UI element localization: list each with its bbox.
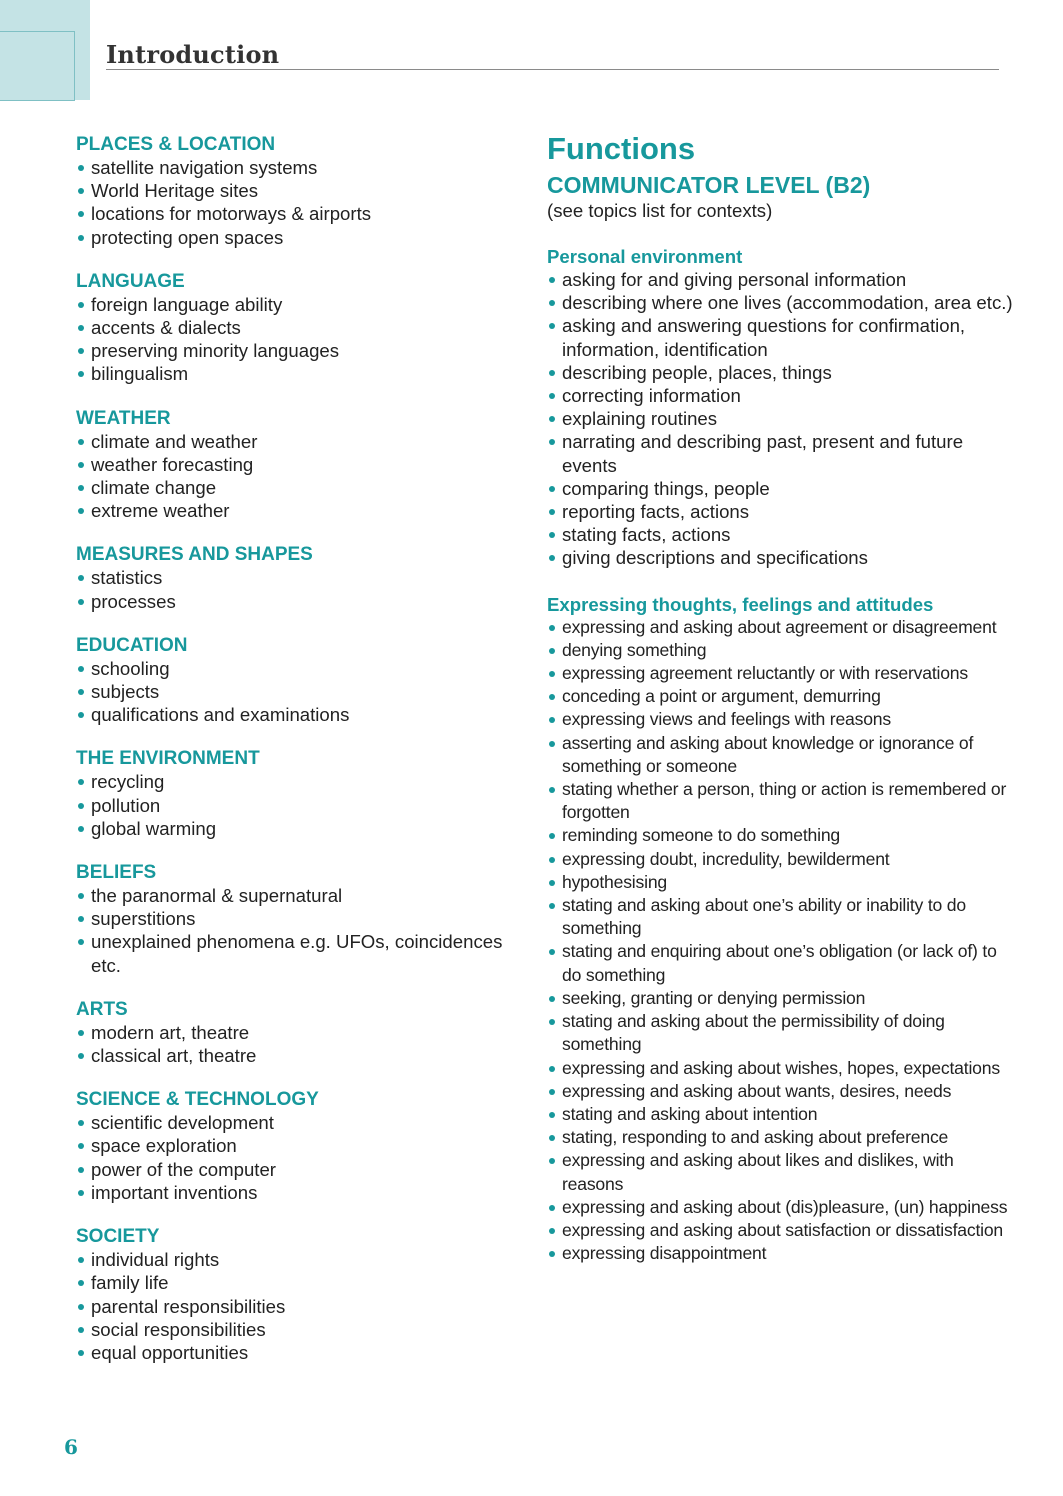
list-item: reminding someone to do something bbox=[547, 824, 1017, 847]
list-item: denying something bbox=[547, 639, 1017, 662]
list-item: space exploration bbox=[76, 1134, 506, 1157]
list-item: expressing and asking about agreement or disagreement bbox=[547, 616, 1017, 639]
list-item: expressing and asking about satisfaction or dissatisfaction bbox=[547, 1219, 1017, 1242]
list-item: unexplained phenomena e.g. UFOs, coincidences etc. bbox=[76, 930, 506, 976]
list-item: expressing and asking about wants, desires, needs bbox=[547, 1080, 1017, 1103]
list-item: stating and asking about the permissibility of doing something bbox=[547, 1010, 1017, 1056]
topic-section bbox=[76, 543, 506, 612]
list-item: describing where one lives (accommodation, area etc.) bbox=[547, 291, 1017, 314]
list-item: expressing and asking about wishes, hopes, expectations bbox=[547, 1057, 1017, 1080]
list-item: statistics bbox=[76, 566, 506, 589]
topic-section bbox=[76, 1225, 506, 1364]
topic-list bbox=[76, 1021, 506, 1067]
functions-title: Functions bbox=[547, 131, 696, 166]
list-item: classical art, theatre bbox=[76, 1044, 506, 1067]
list-item: correcting information bbox=[547, 384, 1017, 407]
list-item: schooling bbox=[76, 657, 506, 680]
list-item: the paranormal & supernatural bbox=[76, 884, 506, 907]
topic-section bbox=[76, 270, 506, 386]
topic-heading: MEASURES AND SHAPES bbox=[76, 544, 313, 566]
list-item: explaining routines bbox=[547, 407, 1017, 430]
list-item: expressing and asking about (dis)pleasure, (un) happiness bbox=[547, 1196, 1017, 1219]
function-list bbox=[547, 268, 1017, 570]
page-title: Introduction bbox=[106, 40, 280, 69]
function-section bbox=[547, 245, 1017, 570]
topic-heading: THE ENVIRONMENT bbox=[76, 748, 260, 770]
topic-list bbox=[76, 657, 506, 727]
topic-heading: WEATHER bbox=[76, 407, 171, 429]
list-item: foreign language ability bbox=[76, 293, 506, 316]
topic-list bbox=[76, 430, 506, 523]
level-note: (see topics list for contexts) bbox=[547, 200, 773, 221]
list-item: important inventions bbox=[76, 1181, 506, 1204]
topic-heading: SCIENCE & TECHNOLOGY bbox=[76, 1089, 319, 1111]
functions-column bbox=[547, 131, 1017, 1265]
list-item: weather forecasting bbox=[76, 453, 506, 476]
list-item: expressing views and feelings with reasons bbox=[547, 708, 1017, 731]
topic-section bbox=[76, 861, 506, 977]
topic-list bbox=[76, 884, 506, 977]
list-item: expressing agreement reluctantly or with reservations bbox=[547, 662, 1017, 685]
topic-heading: ARTS bbox=[76, 998, 128, 1020]
list-item: stating, responding to and asking about preference bbox=[547, 1126, 1017, 1149]
topic-section bbox=[76, 133, 506, 249]
topic-list bbox=[76, 156, 506, 249]
function-list bbox=[547, 616, 1017, 1266]
list-item: preserving minority languages bbox=[76, 339, 506, 362]
list-item: stating and asking about intention bbox=[547, 1103, 1017, 1126]
topic-heading: BELIEFS bbox=[76, 862, 157, 884]
topic-list bbox=[76, 293, 506, 386]
topic-heading: SOCIETY bbox=[76, 1226, 160, 1248]
topic-heading: LANGUAGE bbox=[76, 270, 185, 292]
list-item: parental responsibilities bbox=[76, 1295, 506, 1318]
list-item: asking for and giving personal information bbox=[547, 268, 1017, 291]
list-item: equal opportunities bbox=[76, 1341, 506, 1364]
level-heading: COMMUNICATOR LEVEL (B2) bbox=[547, 172, 871, 198]
list-item: comparing things, people bbox=[547, 477, 1017, 500]
topic-section bbox=[76, 407, 506, 523]
function-heading: Personal environment bbox=[547, 246, 743, 267]
list-item: individual rights bbox=[76, 1248, 506, 1271]
list-item: scientific development bbox=[76, 1111, 506, 1134]
topic-list bbox=[76, 770, 506, 840]
list-item: asking and answering questions for confirmation, information, identification bbox=[547, 314, 1017, 360]
list-item: locations for motorways & airports bbox=[76, 202, 506, 225]
list-item: global warming bbox=[76, 817, 506, 840]
topic-section bbox=[76, 634, 506, 727]
function-section bbox=[547, 593, 1017, 1266]
topic-heading: EDUCATION bbox=[76, 634, 188, 656]
list-item: hypothesising bbox=[547, 871, 1017, 894]
corner-outline-decoration bbox=[0, 31, 75, 101]
list-item: accents & dialects bbox=[76, 316, 506, 339]
function-heading: Expressing thoughts, feelings and attitudes bbox=[547, 593, 934, 615]
list-item: describing people, places, things bbox=[547, 361, 1017, 384]
topic-list bbox=[76, 566, 506, 612]
topic-section bbox=[76, 1088, 506, 1204]
topics-column bbox=[76, 133, 506, 1385]
list-item: extreme weather bbox=[76, 499, 506, 522]
topic-section bbox=[76, 747, 506, 840]
list-item: family life bbox=[76, 1271, 506, 1294]
topic-section bbox=[76, 998, 506, 1067]
list-item: stating and asking about one’s ability or inability to do something bbox=[547, 894, 1017, 940]
list-item: expressing doubt, incredulity, bewilderment bbox=[547, 848, 1017, 871]
list-item: stating and enquiring about one’s obligation (or lack of) to do something bbox=[547, 940, 1017, 986]
list-item: satellite navigation systems bbox=[76, 156, 506, 179]
list-item: giving descriptions and specifications bbox=[547, 546, 1017, 569]
list-item: recycling bbox=[76, 770, 506, 793]
list-item: expressing disappointment bbox=[547, 1242, 1017, 1265]
topic-list bbox=[76, 1111, 506, 1204]
list-item: processes bbox=[76, 590, 506, 613]
list-item: asserting and asking about knowledge or ignorance of something or someone bbox=[547, 732, 1017, 778]
list-item: social responsibilities bbox=[76, 1318, 506, 1341]
list-item: modern art, theatre bbox=[76, 1021, 506, 1044]
list-item: conceding a point or argument, demurring bbox=[547, 685, 1017, 708]
list-item: stating whether a person, thing or action is remembered or forgotten bbox=[547, 778, 1017, 824]
list-item: reporting facts, actions bbox=[547, 500, 1017, 523]
list-item: bilingualism bbox=[76, 362, 506, 385]
list-item: subjects bbox=[76, 680, 506, 703]
list-item: superstitions bbox=[76, 907, 506, 930]
list-item: climate change bbox=[76, 476, 506, 499]
list-item: qualifications and examinations bbox=[76, 703, 506, 726]
list-item: narrating and describing past, present and future events bbox=[547, 430, 1017, 476]
list-item: protecting open spaces bbox=[76, 226, 506, 249]
list-item: power of the computer bbox=[76, 1158, 506, 1181]
header-divider bbox=[106, 69, 999, 70]
list-item: pollution bbox=[76, 794, 506, 817]
list-item: stating facts, actions bbox=[547, 523, 1017, 546]
topic-heading: PLACES & LOCATION bbox=[76, 134, 276, 155]
page-number: 6 bbox=[64, 1435, 78, 1459]
list-item: World Heritage sites bbox=[76, 179, 506, 202]
list-item: seeking, granting or denying permission bbox=[547, 987, 1017, 1010]
topic-list bbox=[76, 1248, 506, 1364]
list-item: expressing and asking about likes and dislikes, with reasons bbox=[547, 1149, 1017, 1195]
list-item: climate and weather bbox=[76, 430, 506, 453]
